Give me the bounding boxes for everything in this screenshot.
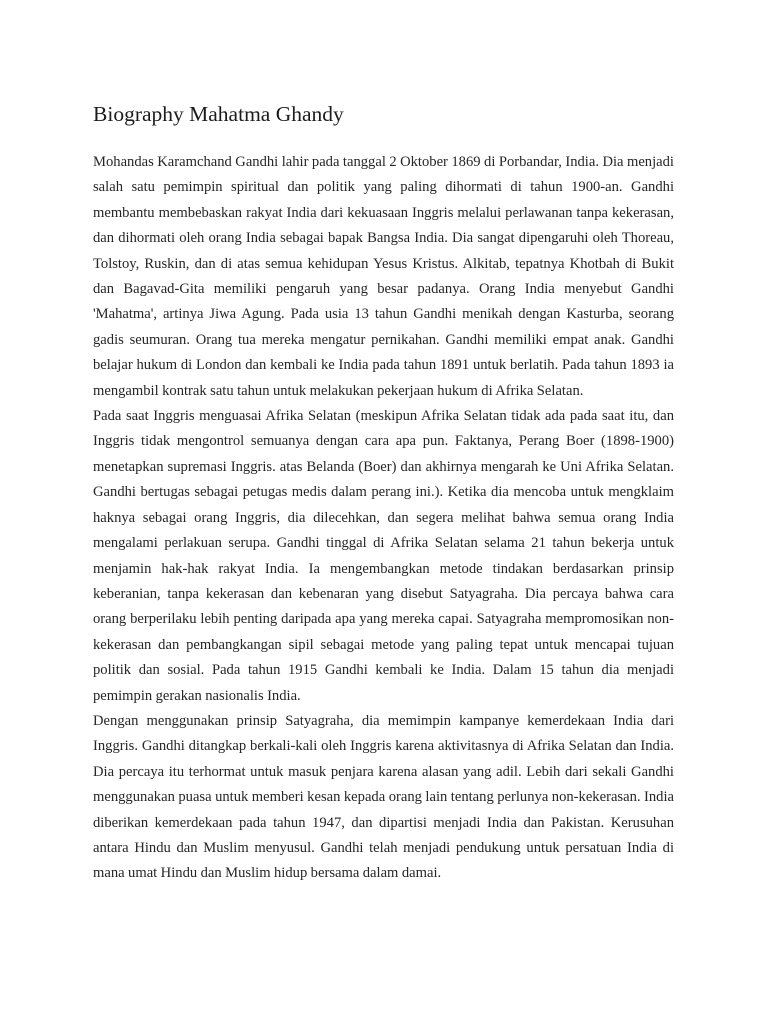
- document-title: Biography Mahatma Ghandy: [93, 102, 344, 126]
- paragraph-1: Mohandas Karamchand Gandhi lahir pada tanggal 2 Oktober 1869 di Porbandar, India. Dia menjadi salah satu pemimpin spiritual dan politik yang paling dihormati di tahun 1900-an. Gandhi membantu membebaskan rakyat India dari kekuasaan Inggris melalui perlawanan tanpa kekerasan, dan dihormati oleh orang India sebagai bapak Bangsa India. Dia sangat dipengaruhi oleh Thoreau, Tolstoy, Ruskin, dan di atas semua kehidupan Yesus Kristus. Alkitab, tepatnya Khotbah di Bukit dan Bagavad-Gita memiliki pengaruh yang besar padanya. Orang India menyebut Gandhi 'Mahatma', artinya Jiwa Agung. Pada usia 13 tahun Gandhi menikah dengan Kasturba, seorang gadis seumuran. Orang tua mereka mengatur pernikahan. Gandhi memiliki empat anak. Gandhi belajar hukum di London dan kembali ke India pada tahun 1891 untuk berlatih. Pada tahun 1893 ia mengambil kontrak satu tahun untuk melakukan pekerjaan hukum di Afrika Selatan.: [93, 154, 674, 399]
- paragraph-2: Pada saat Inggris menguasai Afrika Selatan (meskipun Afrika Selatan tidak ada pada saat itu, dan Inggris tidak mengontrol semuanya dengan cara apa pun. Faktanya, Perang Boer (1898-1900) menetapkan supremasi Inggris. atas Belanda (Boer) dan akhirnya mengarah ke Uni Afrika Selatan. Gandhi bertugas sebagai petugas medis dalam perang ini.). Ketika dia mencoba untuk mengklaim haknya sebagai orang Inggris, dia dilecehkan, dan segera melihat bahwa semua orang India mengalami perlakuan serupa. Gandhi tinggal di Afrika Selatan selama 21 tahun bekerja untuk menjamin hak-hak rakyat India. Ia mengembangkan metode tindakan berdasarkan prinsip keberanian, tanpa kekerasan dan kebenaran yang disebut Satyagraha. Dia percaya bahwa cara orang berperilaku lebih penting daripada apa yang mereka capai. Satyagraha mempromosikan non-kekerasan dan pembangkangan sipil sebagai metode yang paling tepat untuk mencapai tujuan politik dan sosial. Pada tahun 1915 Gandhi kembali ke India. Dalam 15 tahun dia menjadi pemimpin gerakan nasionalis India.: [93, 408, 674, 704]
- paragraph-3: Dengan menggunakan prinsip Satyagraha, dia memimpin kampanye kemerdekaan India dari Inggris. Gandhi ditangkap berkali-kali oleh Inggris karena aktivitasnya di Afrika Selatan dan India. Dia percaya itu terhormat untuk masuk penjara karena alasan yang adil. Lebih dari sekali Gandhi menggunakan puasa untuk memberi kesan kepada orang lain tentang perlunya non-kekerasan. India diberikan kemerdekaan pada tahun 1947, dan dipartisi menjadi India dan Pakistan. Kerusuhan antara Hindu dan Muslim menyusul. Gandhi telah menjadi pendukung untuk persatuan India di mana umat Hindu dan Muslim hidup bersama dalam damai.: [93, 712, 674, 882]
- document-body: [93, 150, 674, 887]
